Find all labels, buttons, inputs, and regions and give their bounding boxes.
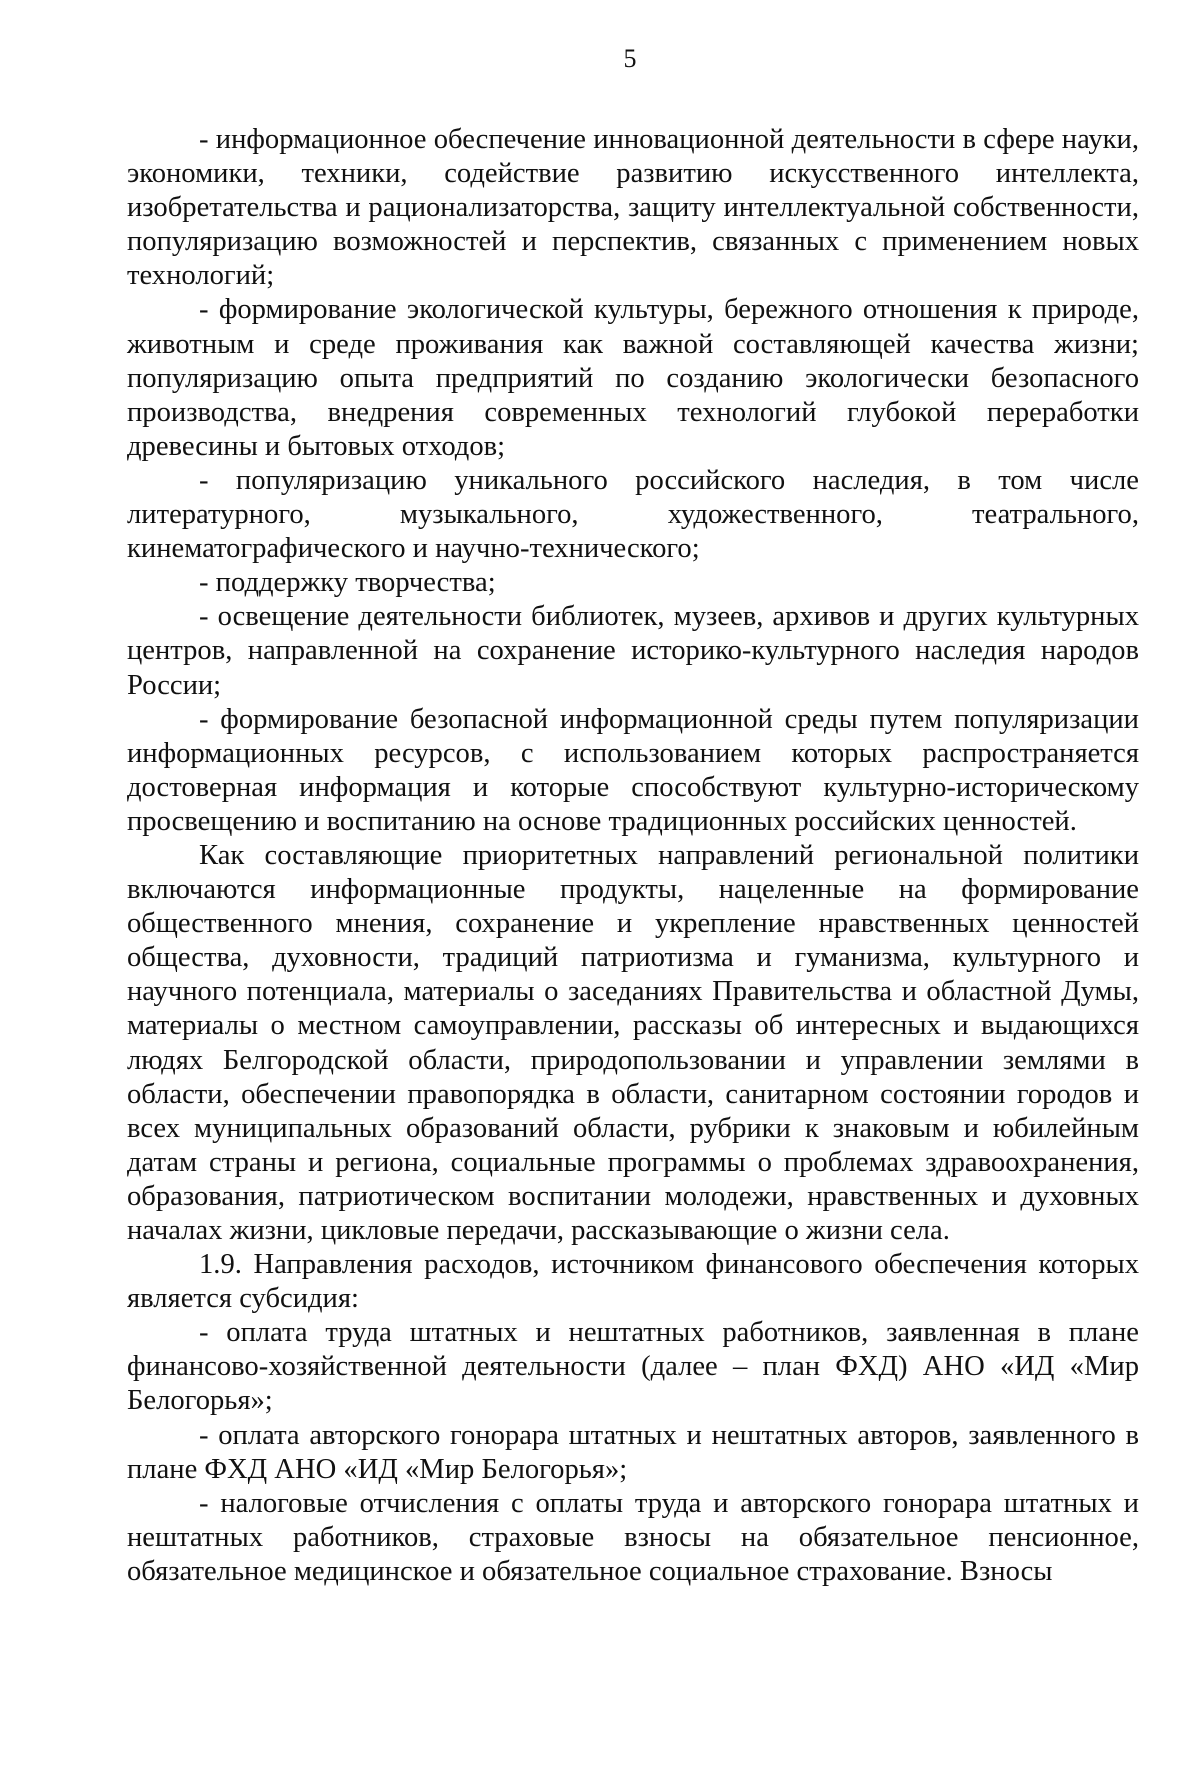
paragraph-information-environment: - формирование безопасной информационной среды путем популяризации информационных ресурсов, с использованием которых распространяется достоверная информация и которые способствуют культурно-историческому просвещению и воспитанию на основе традиционных российских ценностей.: [127, 703, 1139, 837]
paragraph-section-1-9: 1.9. Направления расходов, источником финансового обеспечения которых является субсидия:: [127, 1249, 1139, 1315]
page-number: 5: [623, 44, 637, 73]
paragraph-ecological-culture: - формирование экологической культуры, бережного отношения к природе, животным и среде проживания как важной составляющей качества жизни; популяризацию опыта предприятий по созданию экологически безопасного производства, внедрения современных технологий глубокой переработки древесины и бытовых отходов;: [127, 294, 1139, 462]
paragraph-libraries-museums: - освещение деятельности библиотек, музеев, архивов и других культурных центров, направленной на сохранение историко-культурного наследия народов России;: [127, 601, 1139, 701]
paragraph-heritage: - популяризацию уникального российского наследия, в том числе литературного, музыкального, художественного, театрального, кинематографического и научно-технического;: [127, 464, 1139, 565]
paragraph-author-fee: - оплата авторского гонорара штатных и нештатных авторов, заявленного в плане ФХД АНО «ИД «Мир Белогорья»;: [127, 1419, 1139, 1485]
paragraph-salary: - оплата труда штатных и нештатных работников, заявленная в плане финансово-хозяйственной деятельности (далее – план ФХД) АНО «ИД «Мир Белогорья»;: [127, 1317, 1139, 1417]
paragraph-regional-policy: Как составляющие приоритетных направлений региональной политики включаются информационные продукты, нацеленные на формирование общественного мнения, сохранение и укрепление нравственных ценностей общества, духовности, традиций патриотизма и гуманизма, культурного и научного потенциала, материалы о заседаниях Правительства и областной Думы, материалы о местном самоуправлении, рассказы об интересных и выдающихся людях Белгородской области, природопользовании и управлении землями в области, обеспечении правопорядка в области, санитарном состоянии городов и всех муниципальных образований области, рубрики к знаковым и юбилейным датам страны и региона, социальные программы о проблемах здравоохранения, образования, патриотическом воспитании молодежи, нравственных и духовных началах жизни, цикловые передачи, рассказывающие о жизни села.: [127, 839, 1139, 1246]
document-body: [127, 123, 1139, 1589]
paragraph-innovation-info: - информационное обеспечение инновационной деятельности в сфере науки, экономики, техники, содействие развитию искусственного интеллекта, изобретательства и рационализаторства, защиту интеллектуальной собственности, популяризацию возможностей и перспектив, связанных с применением новых технологий;: [127, 124, 1139, 292]
paragraph-tax-deductions: - налоговые отчисления с оплаты труда и авторского гонорара штатных и нештатных работников, страховые взносы на обязательное пенсионное, обязательное медицинское и обязательное социальное страхование. Взносы: [127, 1487, 1139, 1587]
paragraph-creativity-support: - поддержку творчества;: [199, 567, 496, 599]
